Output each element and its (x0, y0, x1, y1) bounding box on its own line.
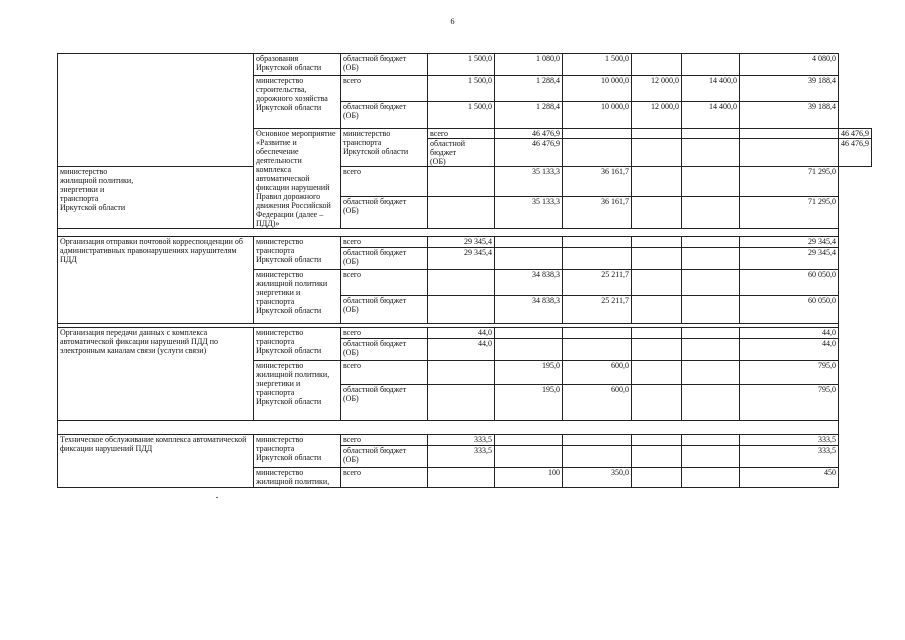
amount-cell (682, 385, 740, 421)
amount-cell (632, 167, 682, 197)
amount-cell: 44,0 (428, 328, 495, 339)
amount-cell: 46 476,9 (495, 139, 563, 167)
budget-table (57, 53, 872, 488)
funding-source-cell: всего (341, 328, 428, 339)
amount-cell: 29 345,4 (740, 237, 839, 248)
amount-cell: 25 211,7 (563, 296, 632, 324)
amount-cell: 1 500,0 (428, 76, 495, 102)
amount-cell: 100 (495, 468, 563, 488)
amount-cell (495, 237, 563, 248)
amount-cell: 39 188,4 (740, 102, 839, 129)
amount-cell (563, 435, 632, 446)
amount-cell (682, 139, 740, 167)
amount-cell: 600,0 (563, 361, 632, 385)
amount-cell: 1 500,0 (428, 54, 495, 76)
page-number: 6 (450, 16, 455, 26)
amount-cell: 34 838,3 (495, 296, 563, 324)
amount-cell: 60 050,0 (740, 270, 839, 296)
amount-cell (632, 385, 682, 421)
amount-cell (632, 468, 682, 488)
text-cell: всего (341, 167, 428, 197)
amount-cell (495, 248, 563, 270)
amount-cell: 450 (740, 468, 839, 488)
amount-cell (740, 139, 839, 167)
amount-cell (682, 296, 740, 324)
amount-cell: 1 500,0 (428, 102, 495, 129)
amount-cell: 10 000,0 (563, 76, 632, 102)
amount-cell: 44,0 (740, 339, 839, 361)
amount-cell: 29 345,4 (740, 248, 839, 270)
table-spacer-cell (58, 421, 839, 435)
amount-cell: 39 188,4 (740, 76, 839, 102)
amount-cell (428, 270, 495, 296)
table-row (58, 435, 872, 446)
amount-cell: 71 295,0 (740, 197, 839, 229)
text-cell (58, 54, 254, 167)
amount-cell (632, 339, 682, 361)
amount-cell (428, 167, 495, 197)
amount-cell: 195,0 (495, 361, 563, 385)
table-row (58, 54, 872, 76)
amount-cell: 14 400,0 (682, 76, 740, 102)
activity-title-cell: Основное мероприятие «Развитие и обеспечение деятельности комплекса автоматической фиксации нарушений Правил дорожного движения Российской Федерации (далее – ПДД)» (254, 129, 341, 229)
activity-title-cell: Техническое обслуживание комплекса автоматической фиксации нарушений ПДД (58, 435, 254, 488)
amount-cell: 12 000,0 (632, 76, 682, 102)
amount-cell (682, 54, 740, 76)
amount-cell (563, 237, 632, 248)
amount-cell (632, 361, 682, 385)
amount-cell: 333,5 (428, 446, 495, 468)
amount-cell: 10 000,0 (563, 102, 632, 129)
funding-source-cell: областной бюджет (ОБ) (341, 248, 428, 270)
amount-cell (563, 129, 632, 139)
text-cell: областной бюджет (ОБ) (341, 54, 428, 76)
amount-cell (632, 237, 682, 248)
amount-cell (682, 237, 740, 248)
amount-cell (632, 248, 682, 270)
executor-cell: министерство жилищной политики энергетики и транспорта Иркутской области (254, 270, 341, 324)
amount-cell (428, 296, 495, 324)
text-cell: министерство транспорта Иркутской области (341, 129, 428, 167)
funding-source-cell: областной бюджет (ОБ) (341, 446, 428, 468)
amount-cell: 46 476,9 (839, 139, 872, 167)
amount-cell (632, 446, 682, 468)
text-cell: всего (341, 76, 428, 102)
funding-source-cell: всего (341, 361, 428, 385)
amount-cell: 36 161,7 (563, 197, 632, 229)
amount-cell: 1 288,4 (495, 102, 563, 129)
amount-cell (495, 446, 563, 468)
amount-cell (428, 385, 495, 421)
funding-source-cell: всего (341, 468, 428, 488)
amount-cell (682, 197, 740, 229)
amount-cell (428, 197, 495, 229)
funding-source-cell: областной бюджет (ОБ) (341, 339, 428, 361)
amount-cell (682, 361, 740, 385)
amount-cell: 29 345,4 (428, 237, 495, 248)
text-cell: областной бюджет (ОБ) (341, 102, 428, 129)
text-cell: областной бюджет (ОБ) (428, 139, 495, 167)
activity-title-cell: Организация отправки почтовой корреспонденции об административных правонарушениях нарушителям ПДД (58, 237, 254, 324)
table-row (58, 328, 872, 339)
amount-cell: 195,0 (495, 385, 563, 421)
amount-cell (682, 328, 740, 339)
amount-cell: 1 288,4 (495, 76, 563, 102)
amount-cell (682, 248, 740, 270)
amount-cell: 795,0 (740, 385, 839, 421)
amount-cell: 1 500,0 (563, 54, 632, 76)
amount-cell (632, 129, 682, 139)
amount-cell (682, 468, 740, 488)
table-spacer-cell (58, 229, 839, 237)
amount-cell: 795,0 (740, 361, 839, 385)
amount-cell (682, 129, 740, 139)
amount-cell (740, 129, 839, 139)
amount-cell (495, 328, 563, 339)
text-cell: министерство строительства, дорожного хозяйства Иркутской области (254, 76, 341, 129)
amount-cell (428, 361, 495, 385)
funding-source-cell: областной бюджет (ОБ) (341, 385, 428, 421)
executor-cell: министерство транспорта Иркутской области (254, 237, 341, 270)
amount-cell (682, 167, 740, 197)
executor-cell: министерство транспорта Иркутской области (254, 435, 341, 468)
funding-source-cell: всего (341, 435, 428, 446)
amount-cell (632, 139, 682, 167)
amount-cell (682, 435, 740, 446)
amount-cell (495, 339, 563, 361)
amount-cell: 60 050,0 (740, 296, 839, 324)
amount-cell (632, 197, 682, 229)
table-spacer-row (58, 421, 872, 435)
amount-cell: 36 161,7 (563, 167, 632, 197)
amount-cell (682, 339, 740, 361)
amount-cell: 14 400,0 (682, 102, 740, 129)
text-cell: министерство жилищной политики, энергетики и транспорта Иркутской области (58, 167, 254, 229)
funding-source-cell: областной бюджет (ОБ) (341, 296, 428, 324)
amount-cell: 333,5 (428, 435, 495, 446)
amount-cell: 29 345,4 (428, 248, 495, 270)
executor-cell: министерство жилищной политики, энергетики и транспорта Иркутской области (254, 361, 341, 421)
amount-cell (682, 270, 740, 296)
amount-cell (632, 296, 682, 324)
amount-cell (563, 339, 632, 361)
text-cell: всего (428, 129, 495, 139)
text-cell: областной бюджет (ОБ) (341, 197, 428, 229)
table-row (58, 167, 872, 197)
funding-source-cell: всего (341, 270, 428, 296)
amount-cell: 44,0 (740, 328, 839, 339)
amount-cell: 1 080,0 (495, 54, 563, 76)
activity-title-cell: Организация передачи данных с комплекса автоматической фиксации нарушений ПДД по электронным каналам связи (услуги связи) (58, 328, 254, 421)
text-cell: образования Иркутской области (254, 54, 341, 76)
amount-cell: 350,0 (563, 468, 632, 488)
amount-cell (632, 270, 682, 296)
table-row (58, 237, 872, 248)
amount-cell (632, 435, 682, 446)
amount-cell: 600,0 (563, 385, 632, 421)
amount-cell: 46 476,9 (839, 129, 872, 139)
scan-speck (216, 497, 218, 498)
amount-cell (563, 446, 632, 468)
amount-cell (428, 468, 495, 488)
amount-cell (563, 328, 632, 339)
amount-cell: 333,5 (740, 435, 839, 446)
amount-cell (563, 139, 632, 167)
amount-cell (495, 435, 563, 446)
amount-cell: 46 476,9 (495, 129, 563, 139)
amount-cell: 333,5 (740, 446, 839, 468)
amount-cell (563, 248, 632, 270)
amount-cell: 35 133,3 (495, 197, 563, 229)
amount-cell: 34 838,3 (495, 270, 563, 296)
amount-cell: 4 080,0 (740, 54, 839, 76)
amount-cell (632, 328, 682, 339)
amount-cell: 12 000,0 (632, 102, 682, 129)
executor-cell: министерство жилищной политики, (254, 468, 341, 488)
funding-source-cell: всего (341, 237, 428, 248)
executor-cell: министерство транспорта Иркутской области (254, 328, 341, 361)
amount-cell (632, 54, 682, 76)
amount-cell (682, 446, 740, 468)
amount-cell: 44,0 (428, 339, 495, 361)
amount-cell: 25 211,7 (563, 270, 632, 296)
amount-cell: 71 295,0 (740, 167, 839, 197)
table-spacer-row (58, 229, 872, 237)
amount-cell: 35 133,3 (495, 167, 563, 197)
